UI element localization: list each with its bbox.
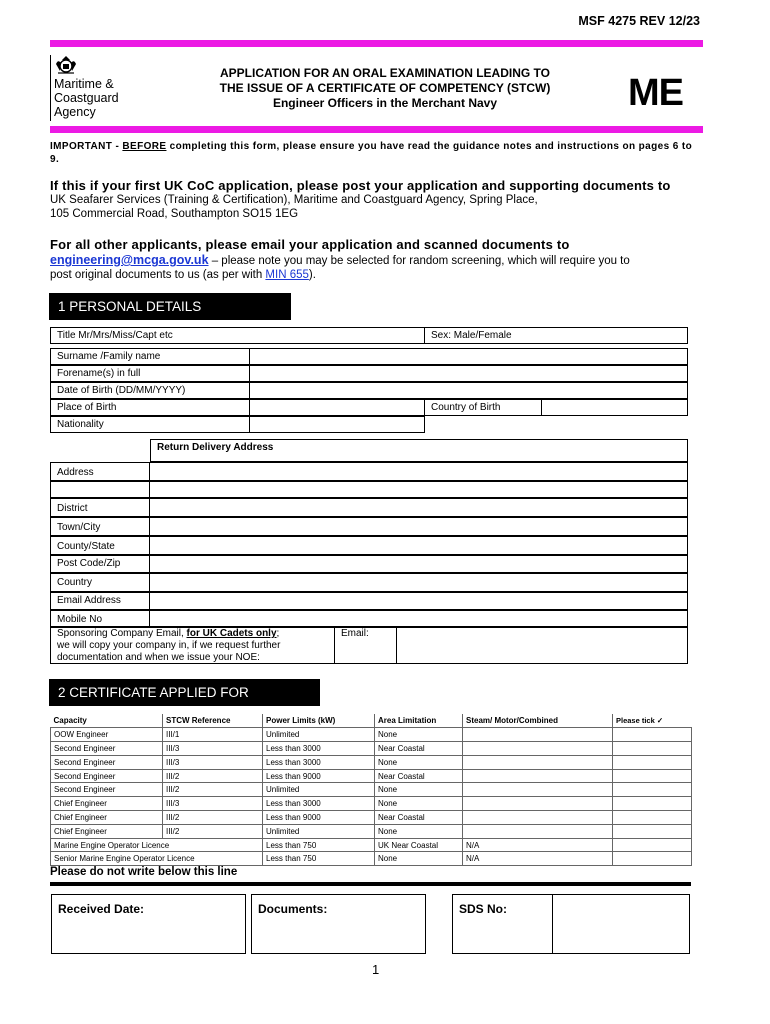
cell-capacity: Second Engineer [51, 755, 163, 769]
sponsor-email-label: Email: [335, 627, 397, 664]
page-number: 1 [372, 962, 380, 977]
return-address-heading: Return Delivery Address [150, 439, 688, 462]
cell-stcw: III/2 [163, 824, 263, 838]
cell-area: None [375, 852, 463, 866]
cell-steam[interactable] [463, 811, 613, 825]
cell-area: None [375, 755, 463, 769]
documents-box: Documents: [251, 894, 426, 954]
tick-box[interactable] [613, 755, 692, 769]
cell-area: None [375, 728, 463, 742]
sponsor-label [50, 627, 335, 664]
county-input[interactable] [150, 536, 688, 555]
cell-power: Unlimited [263, 824, 375, 838]
agency-name-line-1: Maritime & [54, 77, 114, 91]
tick-box[interactable] [613, 797, 692, 811]
header-power: Power Limits (kW) [263, 714, 375, 728]
form-reference: MSF 4275 REV 12/23 [578, 14, 700, 28]
table-row [51, 742, 692, 756]
town-input[interactable] [150, 517, 688, 536]
cell-steam[interactable] [463, 742, 613, 756]
cell-power: Unlimited [263, 783, 375, 797]
sex-field[interactable]: Sex: Male/Female [425, 327, 688, 344]
sponsor-text-b: for UK Cadets only [186, 628, 277, 639]
tick-box[interactable] [613, 783, 692, 797]
cell-stcw: III/3 [163, 742, 263, 756]
postcode-label: Post Code/Zip [50, 555, 150, 573]
title-line-3: Engineer Officers in the Merchant Navy [272, 96, 498, 110]
cell-steam[interactable] [463, 769, 613, 783]
table-row [51, 728, 692, 742]
pob-input[interactable] [250, 399, 425, 416]
cell-steam[interactable] [463, 797, 613, 811]
agency-name [54, 77, 119, 119]
mobile-label: Mobile No [50, 610, 150, 627]
header-capacity: Capacity [51, 714, 163, 728]
table-header-row [51, 714, 692, 728]
cell-capacity: Second Engineer [51, 769, 163, 783]
post-address-line-2: 105 Commercial Road, Southampton SO15 1EG [50, 208, 299, 220]
email-note-2b: ). [308, 269, 316, 281]
cell-area: Near Coastal [375, 742, 463, 756]
cell-area: Near Coastal [375, 769, 463, 783]
cell-steam[interactable] [463, 728, 613, 742]
nationality-label: Nationality [50, 416, 250, 433]
cell-stcw: III/2 [163, 783, 263, 797]
email-input[interactable] [150, 592, 688, 610]
bottom-accent-bar [50, 126, 703, 133]
table-row [51, 783, 692, 797]
cell-stcw: III/2 [163, 811, 263, 825]
cell-steam: N/A [463, 838, 613, 852]
cell-power: Less than 9000 [263, 811, 375, 825]
sponsor-text-c: ; [276, 628, 280, 639]
tick-box[interactable] [613, 811, 692, 825]
sds-label-box: SDS No: [452, 894, 553, 954]
mobile-input[interactable] [150, 610, 688, 627]
surname-label: Surname /Family name [50, 348, 250, 365]
received-date-box: Received Date: [51, 894, 246, 954]
email-note-1: – please note you may be selected for random screening, which will require you to [208, 255, 630, 267]
important-prefix: IMPORTANT - [50, 141, 123, 152]
sponsor-text-a: Sponsoring Company Email, [57, 628, 187, 639]
cell-power: Less than 3000 [263, 797, 375, 811]
address-input-2[interactable] [150, 481, 688, 498]
tick-box[interactable] [613, 852, 692, 866]
cell-steam[interactable] [463, 824, 613, 838]
nationality-input[interactable] [250, 416, 425, 433]
cob-label: Country of Birth [425, 399, 542, 416]
cell-capacity: Second Engineer [51, 742, 163, 756]
email-note [50, 253, 720, 282]
header-tick: Please tick ✓ [613, 714, 692, 728]
sponsor-text-line-2: we will copy your company in, if we request further [57, 640, 281, 651]
town-label: Town/City [50, 517, 150, 536]
crest-icon [53, 55, 79, 75]
forenames-input[interactable] [250, 365, 688, 382]
top-accent-bar [50, 40, 703, 47]
table-row [51, 852, 692, 866]
table-row [51, 811, 692, 825]
cell-power: Less than 3000 [263, 755, 375, 769]
cob-input[interactable] [542, 399, 688, 416]
cell-capacity: Second Engineer [51, 783, 163, 797]
title-line-1: APPLICATION FOR AN ORAL EXAMINATION LEADING TO [220, 66, 550, 80]
certificate-table [50, 714, 692, 866]
cell-capacity: Chief Engineer [51, 811, 163, 825]
cell-capacity: OOW Engineer [51, 728, 163, 742]
surname-input[interactable] [250, 348, 688, 365]
address-label: Address [50, 462, 150, 481]
address-label-blank [50, 481, 150, 498]
form-title [180, 66, 590, 111]
postcode-input[interactable] [150, 555, 688, 573]
dob-label: Date of Birth (DD/MM/YYYY) [50, 382, 250, 399]
tick-box[interactable] [613, 769, 692, 783]
header-area: Area Limitation [375, 714, 463, 728]
agency-logo [50, 55, 180, 125]
cell-steam[interactable] [463, 755, 613, 769]
cell-capacity: Senior Marine Engine Operator Licence [51, 852, 263, 866]
post-address [50, 193, 720, 221]
important-text: completing this form, please ensure you have read the guidance notes and instructions on pages 6 to 9. [50, 141, 693, 165]
important-before: BEFORE [122, 141, 167, 152]
cell-steam[interactable] [463, 783, 613, 797]
pob-label: Place of Birth [50, 399, 250, 416]
address-input-1[interactable] [150, 462, 688, 481]
form-code: ME [628, 72, 683, 114]
cell-power: Less than 9000 [263, 769, 375, 783]
cell-area: None [375, 783, 463, 797]
cell-stcw: III/1 [163, 728, 263, 742]
cell-stcw: III/2 [163, 769, 263, 783]
agency-name-line-2: Coastguard [54, 91, 119, 105]
tick-box[interactable] [613, 824, 692, 838]
table-row [51, 838, 692, 852]
logo-divider [50, 55, 51, 121]
post-address-line-1: UK Seafarer Services (Training & Certification), Maritime and Coastguard Agency, Spring Place, [50, 194, 538, 206]
do-not-write-notice: Please do not write below this line [50, 866, 238, 878]
cell-area: UK Near Coastal [375, 838, 463, 852]
email-label: Email Address [50, 592, 150, 610]
table-row [51, 769, 692, 783]
table-row [51, 755, 692, 769]
title-line-2: THE ISSUE OF A CERTIFICATE OF COMPETENCY (STCW) [219, 81, 551, 95]
forenames-label: Forename(s) in full [50, 365, 250, 382]
district-input[interactable] [150, 498, 688, 517]
min-655-link[interactable]: MIN 655 [265, 269, 309, 281]
cell-power: Unlimited [263, 728, 375, 742]
section-1-header: 1 PERSONAL DETAILS [49, 293, 291, 320]
sds-value-box [552, 894, 690, 954]
cell-area: None [375, 797, 463, 811]
email-note-2a: post original documents to us (as per with [50, 269, 266, 281]
cell-area: None [375, 824, 463, 838]
tick-box[interactable] [613, 838, 692, 852]
country-label: Country [50, 573, 150, 592]
email-heading: For all other applicants, please email your application and scanned documents to [50, 237, 570, 252]
cell-power: Less than 750 [263, 852, 375, 866]
dob-input[interactable] [250, 382, 688, 399]
cell-capacity: Chief Engineer [51, 824, 163, 838]
agency-name-line-3: Agency [54, 105, 96, 119]
country-input[interactable] [150, 573, 688, 592]
cell-capacity: Marine Engine Operator Licence [51, 838, 263, 852]
cell-capacity: Chief Engineer [51, 797, 163, 811]
office-divider [50, 882, 691, 886]
tick-box[interactable] [613, 728, 692, 742]
important-notice [50, 140, 700, 166]
cell-stcw: III/3 [163, 797, 263, 811]
table-row [51, 797, 692, 811]
cell-area: Near Coastal [375, 811, 463, 825]
cell-power: Less than 3000 [263, 742, 375, 756]
cell-stcw: III/3 [163, 755, 263, 769]
cell-steam: N/A [463, 852, 613, 866]
county-label: County/State [50, 536, 150, 555]
cell-power: Less than 750 [263, 838, 375, 852]
section-2-header: 2 CERTIFICATE APPLIED FOR [49, 679, 320, 706]
engineering-email-link[interactable]: engineering@mcga.gov.uk [50, 253, 209, 267]
header-stcw: STCW Reference [163, 714, 263, 728]
post-heading: If this if your first UK CoC application, please post your application and supporting documents to [50, 178, 671, 193]
header-steam: Steam/ Motor/Combined [463, 714, 613, 728]
sponsor-email-input[interactable] [397, 627, 688, 664]
title-field[interactable]: Title Mr/Mrs/Miss/Capt etc [50, 327, 425, 344]
sponsor-text-line-3: documentation and when we issue your NOE: [57, 652, 260, 663]
table-row [51, 824, 692, 838]
tick-box[interactable] [613, 742, 692, 756]
district-label: District [50, 498, 150, 517]
